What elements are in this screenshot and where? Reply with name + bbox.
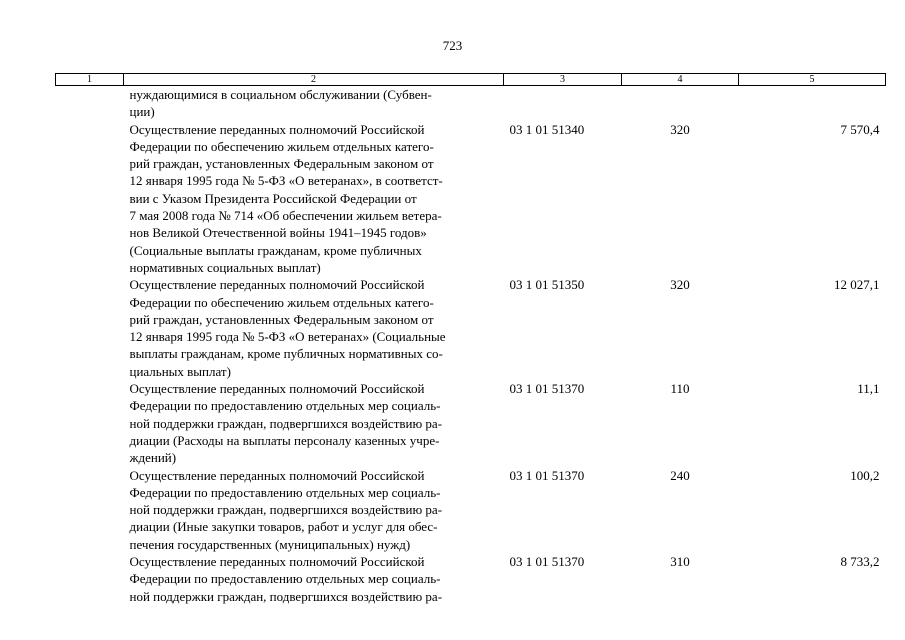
target-code-cell: 03 1 01 51370	[509, 381, 585, 397]
amount-cell: 12 027,1	[834, 277, 880, 293]
table-row	[56, 86, 886, 121]
description-cell: Осуществление переданных полномочий Российской Федерации по обеспечению жильем отдельных катего- рий граждан, установленных Федеральным законом от 12 января 1995 года № 5-ФЗ «О ветеранах» (Социальные выплаты гражданам, кроме публичных нормативных со- циальных выплат)	[129, 277, 446, 379]
column-header-3: 3	[504, 74, 622, 86]
header-row	[56, 74, 886, 86]
budget-table	[55, 73, 886, 605]
description-cell: Осуществление переданных полномочий Российской Федерации по обеспечению жильем отдельных катего- рий граждан, установленных Федеральным законом от 12 января 1995 года № 5-ФЗ «О ветеранах», в соответст- вии с Указом Президента Российской Федерации от 7 мая 2008 года № 714 «Об обеспечении жильем ветера- нов Великой Отечественной войны 1941–1945 годов» (Социальные выплаты гражданам, кроме публичных нормативных социальных выплат)	[129, 121, 443, 275]
table-row	[56, 121, 886, 277]
row-number-cell	[56, 553, 124, 605]
column-header-1: 1	[56, 74, 124, 86]
target-code-cell: 03 1 01 51350	[509, 277, 585, 293]
row-number-cell	[56, 380, 124, 466]
column-header-5: 5	[739, 74, 886, 86]
table-body	[56, 86, 886, 605]
table-row	[56, 276, 886, 380]
column-header-2: 2	[124, 74, 504, 86]
row-number-cell	[56, 121, 124, 277]
amount-cell: 100,2	[850, 467, 880, 483]
table-row	[56, 467, 886, 553]
expense-type-cell	[622, 86, 739, 121]
expense-type-cell: 110	[670, 381, 690, 397]
expense-type-cell: 320	[670, 121, 690, 137]
row-number-cell	[56, 276, 124, 380]
amount-cell: 8 733,2	[840, 554, 880, 570]
amount-cell: 7 570,4	[840, 121, 880, 137]
expense-type-cell: 310	[670, 554, 690, 570]
description-cell: Осуществление переданных полномочий Российской Федерации по предоставлению отдельных мер социаль- ной поддержки граждан, подвергшихся воздействию ра- диации (Расходы на выплаты персоналу казенных учре- ждений)	[129, 381, 443, 466]
target-code-cell: 03 1 01 51370	[509, 554, 585, 570]
target-code-cell: 03 1 01 51370	[509, 467, 585, 483]
description-cell: нуждающимися в социальном обслуживании (Субвен- ции)	[129, 87, 432, 120]
description-cell: Осуществление переданных полномочий Российской Федерации по предоставлению отдельных мер социаль- ной поддержки граждан, подвергшихся воздействию ра-	[129, 554, 443, 604]
column-header-4: 4	[622, 74, 739, 86]
description-cell: Осуществление переданных полномочий Российской Федерации по предоставлению отдельных мер социаль- ной поддержки граждан, подвергшихся воздействию ра- диации (Иные закупки товаров, работ и услуг для обес- печения государственных (муниципальных) нужд)	[129, 467, 443, 552]
amount-cell: 11,1	[857, 381, 880, 397]
target-code-cell	[504, 86, 622, 121]
row-number-cell	[56, 467, 124, 553]
expense-type-cell: 320	[670, 277, 690, 293]
row-number-cell	[56, 86, 124, 121]
table-row	[56, 380, 886, 466]
page-number: 723	[442, 38, 463, 53]
expense-type-cell: 240	[670, 467, 690, 483]
table-header	[56, 74, 886, 86]
amount-cell	[739, 86, 886, 121]
target-code-cell: 03 1 01 51340	[509, 121, 585, 137]
table-row	[56, 553, 886, 605]
